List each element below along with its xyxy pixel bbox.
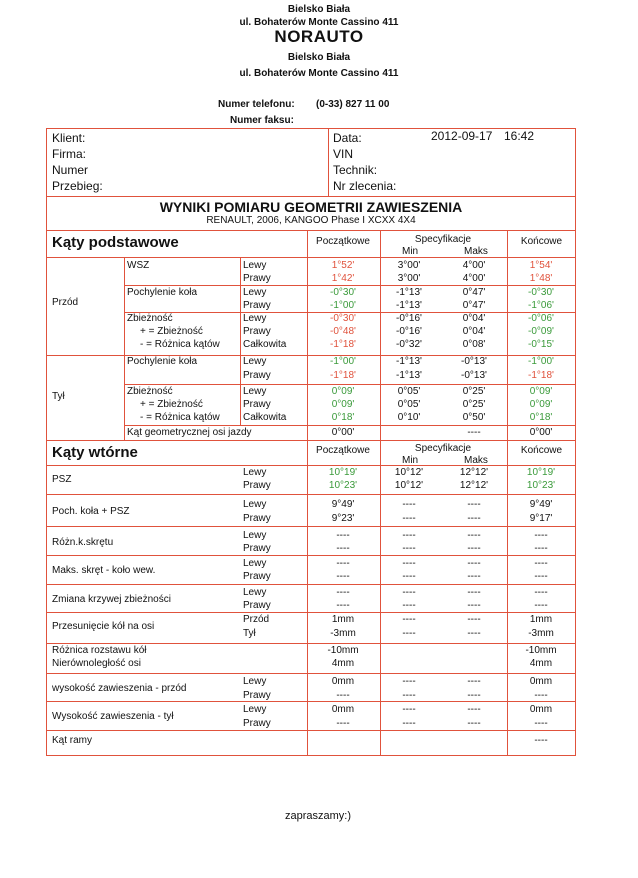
primary-row-10-side: Prawy [243,399,271,410]
secondary-row-9-start: ---- [336,600,350,611]
secondary-row-4-side: Lewy [243,530,267,541]
rear-axle-label: Tył [52,391,65,402]
secondary-row-0-min: 10°12' [394,467,424,478]
secondary-row-5-max: ---- [467,543,481,554]
primary-row-2-side: Lewy [243,287,267,298]
secondary-row-17-start: ---- [336,718,350,729]
secondary-row-7-start: ---- [336,571,350,582]
primary-rule-3 [124,384,576,385]
col-min-header-2: Min [402,455,419,466]
secondary-row-10-min: ---- [402,614,416,625]
primary-row-11-side: Całkowita [243,412,287,423]
primary-row-0-end: 1°54' [529,260,553,271]
secondary-row-15-min: ---- [402,690,416,701]
secondary-row-11-max: ---- [467,628,481,639]
secondary-row-4-min: ---- [402,530,416,541]
primary-row-0-start: 1°52' [331,260,355,271]
secondary-row-5-start: ---- [336,543,350,554]
primary-row-3-start: -1°00' [330,300,356,311]
primary-row-5-side: Prawy [243,326,271,337]
front-axle-label: Przód [52,297,79,308]
primary-row-7-start: -1°00' [330,356,356,367]
col-max-header-2: Maks [464,455,488,466]
primary-row-5-min: -0°16' [396,326,422,337]
secondary-row-17-min: ---- [402,718,416,729]
secondary-row-3-max: ---- [467,513,481,524]
secondary-row-10-end: 1mm [529,614,553,625]
secondary-row-15-start: ---- [336,690,350,701]
secondary-rule-8 [46,701,576,702]
primary-row-9-label: Zbieżność [127,386,173,397]
secondary-row-16-side: Lewy [243,704,267,715]
primary-header-line [46,257,576,258]
secondary-row-3-side: Prawy [243,513,271,524]
secondary-row-10-side: Przód [243,614,270,625]
secondary-row-7-max: ---- [467,571,481,582]
primary-row-10-end: 0°09' [529,399,553,410]
secondary-row-13-label: Nierównoległość osi [52,658,141,669]
primary-row-1-end: 1°48' [529,273,553,284]
secondary-row-9-min: ---- [402,600,416,611]
secondary-row-4-max: ---- [467,530,481,541]
secondary-row-14-side: Lewy [243,676,267,687]
order-number-label: Nr zlecenia: [333,179,397,193]
col-spec-header-2: Specyfikacje [414,443,472,454]
secondary-rule-3 [46,555,576,556]
secondary-row-9-end: ---- [534,600,548,611]
primary-row-0-label: WSZ [127,260,150,271]
primary-row-9-side: Lewy [243,386,267,397]
secondary-row-8-max: ---- [467,587,481,598]
primary-row-8-side: Prawy [243,370,271,381]
secondary-row-16-start: 0mm [331,704,355,715]
primary-row-6-start: -1°18' [330,339,356,350]
secondary-row-0-end: 10°19' [526,467,556,478]
col-start-header: Początkowe [316,236,370,247]
secondary-row-2-end: 9°49' [529,499,553,510]
secondary-row-16-max: ---- [467,704,481,715]
primary-row-7-min: -1°13' [396,356,422,367]
secondary-row-14-end: 0mm [529,676,553,687]
primary-row-5-label: + = Zbieżność [140,326,203,337]
primary-row-9-min: 0°05' [397,386,421,397]
primary-row-10-min: 0°05' [397,399,421,410]
primary-row-11-min: 0°10' [397,412,421,423]
primary-row-4-min: -0°16' [396,313,422,324]
primary-row-2-label: Pochylenie koła [127,287,198,298]
report-title: WYNIKI POMIARU GEOMETRII ZAWIESZENIA [159,199,463,215]
secondary-row-10-max: ---- [467,614,481,625]
secondary-row-4-start: ---- [336,530,350,541]
start-column-divider [307,230,308,756]
number-label: Numer [52,163,89,177]
secondary-row-9-side: Prawy [243,600,271,611]
secondary-row-7-side: Prawy [243,571,271,582]
secondary-row-17-end: ---- [534,718,548,729]
secondary-row-14-start: 0mm [331,676,355,687]
secondary-header-line [46,465,576,466]
secondary-row-6-label: Maks. skręt - koło wew. [52,565,156,576]
client-label: Klient: [52,131,86,145]
client-divider [328,129,329,196]
secondary-row-11-end: -3mm [528,628,554,639]
secondary-row-5-end: ---- [534,543,548,554]
address-street-top: ul. Bohaterów Monte Cassino 411 [239,17,399,28]
primary-row-10-start: 0°09' [331,399,355,410]
primary-row-5-max: 0°04' [462,326,486,337]
date-label: Data: [333,131,362,145]
fax-label: Numer faksu: [230,115,294,126]
col-min-header: Min [402,246,419,257]
secondary-row-9-max: ---- [467,600,481,611]
primary-row-3-min: -1°13' [396,300,422,311]
address-city: Bielsko Biała [287,52,351,63]
end-column-divider [507,230,508,756]
primary-row-7-side: Lewy [243,356,267,367]
primary-row-12-label: Kąt geometrycznej osi jazdy [127,427,252,438]
secondary-rule-4 [46,584,576,585]
address-street: ul. Bohaterów Monte Cassino 411 [239,68,399,79]
primary-row-11-max: 0°50' [462,412,486,423]
primary-row-0-min: 3°00' [397,260,421,271]
primary-row-12-max: ---- [467,427,481,438]
primary-rule-1 [124,285,576,286]
col-end-header: Końcowe [520,236,563,247]
primary-row-4-end: -0°06' [528,313,554,324]
secondary-row-17-max: ---- [467,718,481,729]
secondary-row-7-end: ---- [534,571,548,582]
primary-row-10-label: + = Zbieżność [140,399,203,410]
client-bottom-line [46,196,576,197]
secondary-row-8-end: ---- [534,587,548,598]
secondary-row-8-side: Lewy [243,587,267,598]
secondary-row-13-start: 4mm [331,658,355,669]
technician-label: Technik: [333,163,378,177]
secondary-row-3-end: 9°17' [529,513,553,524]
secondary-row-1-min: 10°12' [394,480,424,491]
primary-row-3-end: -1°06' [528,300,554,311]
secondary-row-11-start: -3mm [330,628,356,639]
primary-row-4-label: Zbieżność [127,313,173,324]
secondary-row-12-end: -10mm [525,645,557,656]
primary-row-0-max: 4°00' [462,260,486,271]
col-start-header-2: Początkowe [316,445,370,456]
secondary-row-3-start: 9°23' [331,513,355,524]
secondary-row-5-min: ---- [402,543,416,554]
primary-row-6-side: Całkowita [243,339,287,350]
secondary-row-16-end: 0mm [529,704,553,715]
mileage-label: Przebieg: [52,179,103,193]
secondary-row-1-end: 10°23' [526,480,556,491]
col-spec-header: Specyfikacje [414,234,472,245]
phone-label: Numer telefonu: [218,99,295,110]
secondary-row-4-end: ---- [534,530,548,541]
secondary-row-15-end: ---- [534,690,548,701]
primary-row-9-max: 0°25' [462,386,486,397]
secondary-row-7-min: ---- [402,571,416,582]
secondary-row-6-min: ---- [402,558,416,569]
secondary-row-12-start: -10mm [327,645,359,656]
secondary-row-0-label: PSZ [52,474,72,485]
secondary-row-17-side: Prawy [243,718,271,729]
primary-row-6-max: 0°08' [462,339,486,350]
secondary-row-5-side: Prawy [243,543,271,554]
primary-row-8-max: -0°13' [461,370,487,381]
primary-row-9-end: 0°09' [529,386,553,397]
secondary-row-1-max: 12°12' [459,480,489,491]
secondary-row-14-max: ---- [467,676,481,687]
primary-row-6-end: -0°15' [528,339,554,350]
primary-row-9-start: 0°09' [331,386,355,397]
footer-note: zapraszamy:) [285,810,352,822]
secondary-row-6-start: ---- [336,558,350,569]
primary-row-1-min: 3°00' [397,273,421,284]
secondary-row-18-label: Kąt ramy [52,735,93,746]
primary-row-1-max: 4°00' [462,273,486,284]
secondary-rule-7 [46,673,576,674]
primary-bottom-line [46,440,576,441]
time-value: 16:42 [504,129,535,143]
secondary-row-11-min: ---- [402,628,416,639]
primary-row-7-label: Pochylenie koła [127,356,198,367]
secondary-row-10-start: 1mm [331,614,355,625]
date-value: 2012-09-17 [431,129,493,143]
secondary-row-16-min: ---- [402,704,416,715]
secondary-row-6-max: ---- [467,558,481,569]
primary-row-7-max: -0°13' [461,356,487,367]
primary-row-8-min: -1°13' [396,370,422,381]
brand-name: NORAUTO [274,27,364,46]
address-city-top: Bielsko Biała [287,4,351,15]
title-bottom-line [46,230,576,231]
primary-row-1-start: 1°42' [331,273,355,284]
col-end-header-2: Końcowe [520,445,563,456]
primary-row-8-start: -1°18' [330,370,356,381]
secondary-row-6-end: ---- [534,558,548,569]
primary-rule-4 [124,425,576,426]
primary-row-12-end: 0°00' [529,427,553,438]
secondary-row-2-label: Poch. koła + PSZ [52,506,130,517]
secondary-row-4-label: Różn.k.skrętu [52,537,114,548]
primary-row-2-max: 0°47' [462,287,486,298]
secondary-row-15-side: Prawy [243,690,271,701]
secondary-rule-5 [46,612,576,613]
side-column-divider [240,257,241,425]
primary-row-0-side: Lewy [243,260,267,271]
spec-column-divider [380,230,381,756]
secondary-row-18-end: ---- [534,735,548,746]
primary-row-3-side: Prawy [243,300,271,311]
primary-row-2-end: -0°30' [528,287,554,298]
primary-row-11-label: - = Różnica kątów [140,412,220,423]
secondary-row-2-max: ---- [467,499,481,510]
secondary-row-2-min: ---- [402,499,416,510]
vin-label: VIN [333,147,354,161]
primary-row-4-start: -0°30' [330,313,356,324]
primary-row-8-end: -1°18' [528,370,554,381]
secondary-row-1-start: 10°23' [328,480,358,491]
primary-row-11-start: 0°18' [331,412,355,423]
secondary-row-8-label: Zmiana krzywej zbieżności [52,594,171,605]
secondary-row-2-side: Lewy [243,499,267,510]
primary-row-12-start: 0°00' [331,427,355,438]
secondary-rule-1 [46,494,576,495]
front-rear-divider [46,355,576,356]
secondary-row-0-side: Lewy [243,467,267,478]
primary-rule-2 [124,312,576,313]
secondary-row-10-label: Przesunięcie kół na osi [52,621,155,632]
company-label: Firma: [52,147,86,161]
secondary-row-13-end: 4mm [529,658,553,669]
secondary-row-8-min: ---- [402,587,416,598]
secondary-row-2-start: 9°49' [331,499,355,510]
primary-row-1-side: Prawy [243,273,271,284]
primary-row-7-end: -1°00' [528,356,554,367]
secondary-angles-heading: Kąty wtórne [52,444,138,461]
secondary-row-14-label: wysokość zawieszenia - przód [52,683,187,694]
secondary-row-16-label: Wysokość zawieszenia - tył [52,711,174,722]
primary-row-4-side: Lewy [243,313,267,324]
secondary-row-3-min: ---- [402,513,416,524]
primary-row-2-start: -0°30' [330,287,356,298]
primary-row-4-max: 0°04' [462,313,486,324]
secondary-row-0-max: 12°12' [459,467,489,478]
primary-row-6-min: -0°32' [396,339,422,350]
primary-row-5-start: -0°48' [330,326,356,337]
secondary-rule-6 [46,643,576,644]
secondary-row-14-min: ---- [402,676,416,687]
secondary-row-0-start: 10°19' [328,467,358,478]
secondary-row-15-max: ---- [467,690,481,701]
primary-row-2-min: -1°13' [396,287,422,298]
primary-angles-heading: Kąty podstawowe [52,234,179,251]
secondary-row-11-side: Tył [243,628,256,639]
primary-row-5-end: -0°09' [528,326,554,337]
secondary-rule-9 [46,730,576,731]
secondary-row-12-label: Różnica rozstawu kół [52,645,147,656]
label-column-divider [124,257,125,440]
col-max-header: Maks [464,246,488,257]
primary-row-3-max: 0°47' [462,300,486,311]
secondary-row-8-start: ---- [336,587,350,598]
secondary-row-1-side: Prawy [243,480,271,491]
primary-row-11-end: 0°18' [529,412,553,423]
primary-row-6-label: - = Różnica kątów [140,339,220,350]
secondary-rule-2 [46,526,576,527]
primary-row-10-max: 0°25' [462,399,486,410]
phone-value: (0-33) 827 11 00 [316,99,390,110]
vehicle-subtitle: RENAULT, 2006, KANGOO Phase I XCXX 4X4 [206,215,416,226]
secondary-row-6-side: Lewy [243,558,267,569]
